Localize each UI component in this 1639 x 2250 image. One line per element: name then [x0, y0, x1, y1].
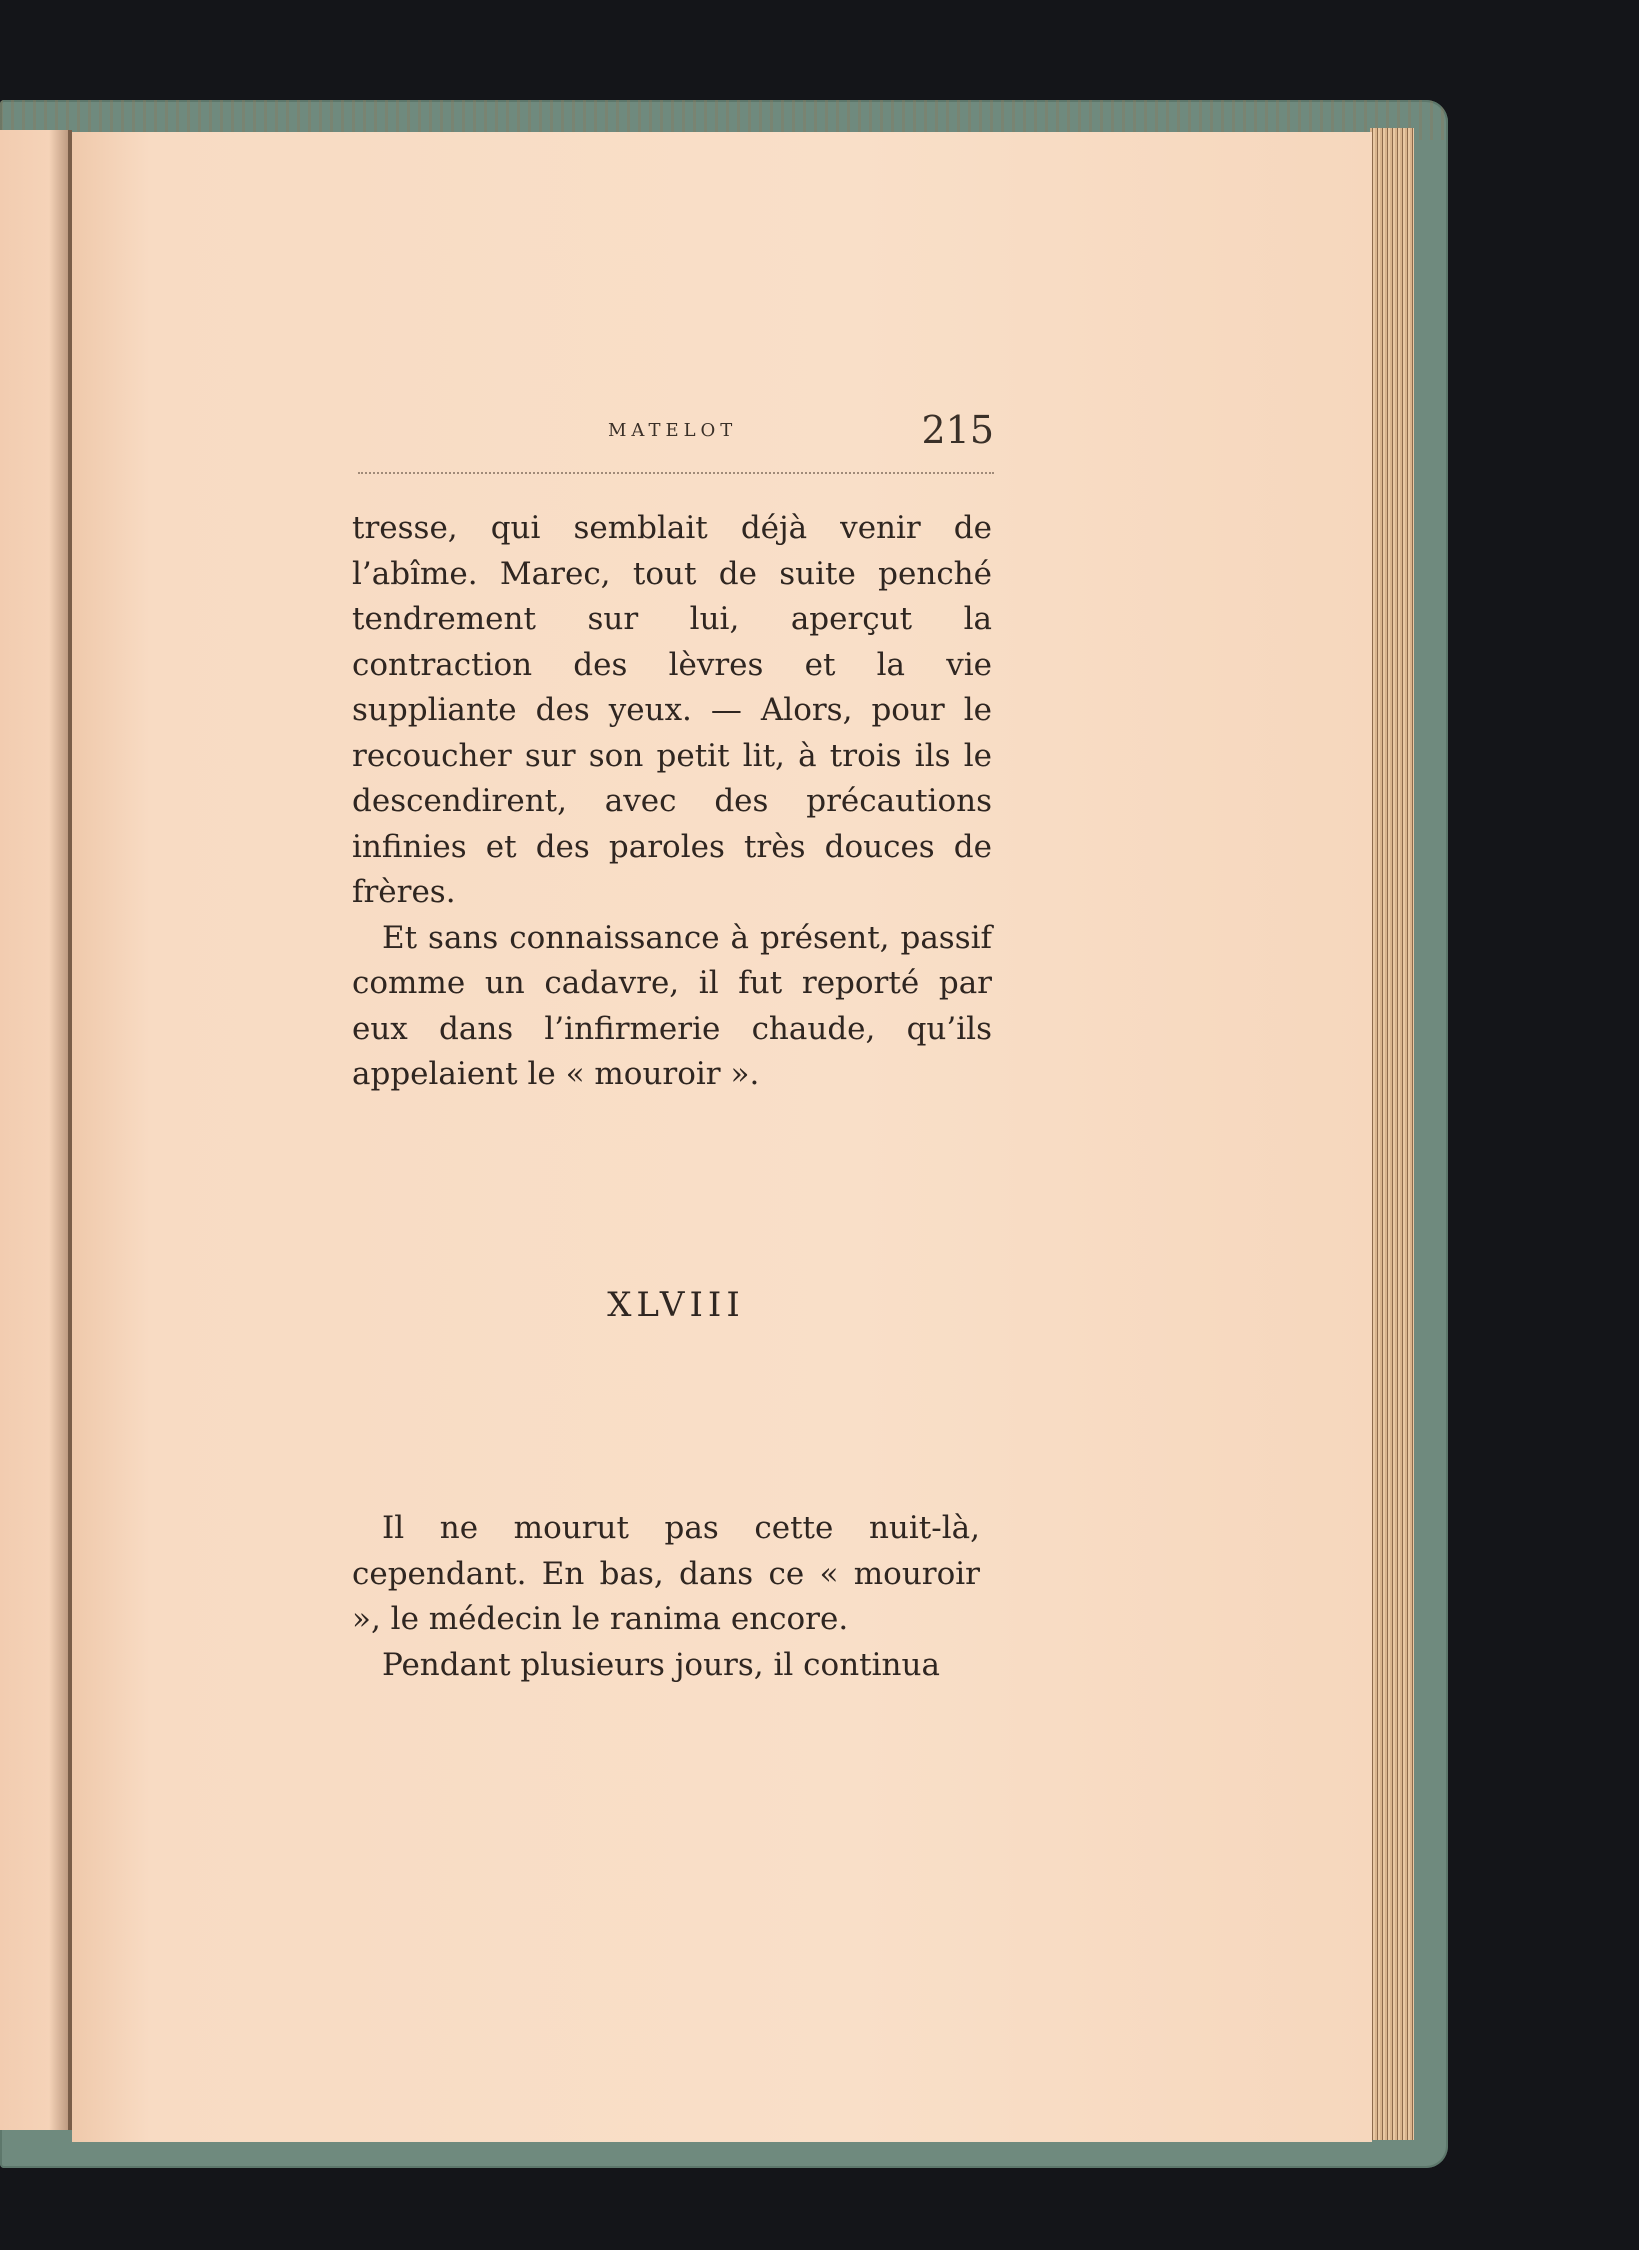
running-head — [358, 400, 994, 474]
paragraph: Pendant plusieurs jours, il continua — [382, 1646, 940, 1683]
paragraph: Et sans connaissance à présent, passif comme un cadavre, il fut reporté par eux dans l’infirmerie chaude, qu’ils appelaient le « mouroir ». — [352, 919, 992, 1092]
running-title: MATELOT — [608, 420, 738, 441]
text-block-bottom — [352, 1506, 980, 1688]
page-number: 215 — [921, 408, 994, 452]
text-block-top — [352, 506, 992, 1098]
left-page-edge — [0, 130, 70, 2130]
chapter-number: XLVIII — [607, 1285, 745, 1325]
page-edges — [1370, 128, 1414, 2140]
paragraph: Il ne mourut pas cette nuit-là, cependant. En bas, dans ce « mouroir », le médecin le ranima encore. — [352, 1510, 980, 1637]
paragraph: tresse, qui semblait déjà venir de l’abîme. Marec, tout de suite penché tendrement sur lui, aperçut la contraction des lèvres et la vie suppliante des yeux. — Alors, pour le recoucher sur son petit lit, à trois ils le descendirent, avec des précautions infinies et des paroles très douces de frères. — [352, 510, 992, 910]
